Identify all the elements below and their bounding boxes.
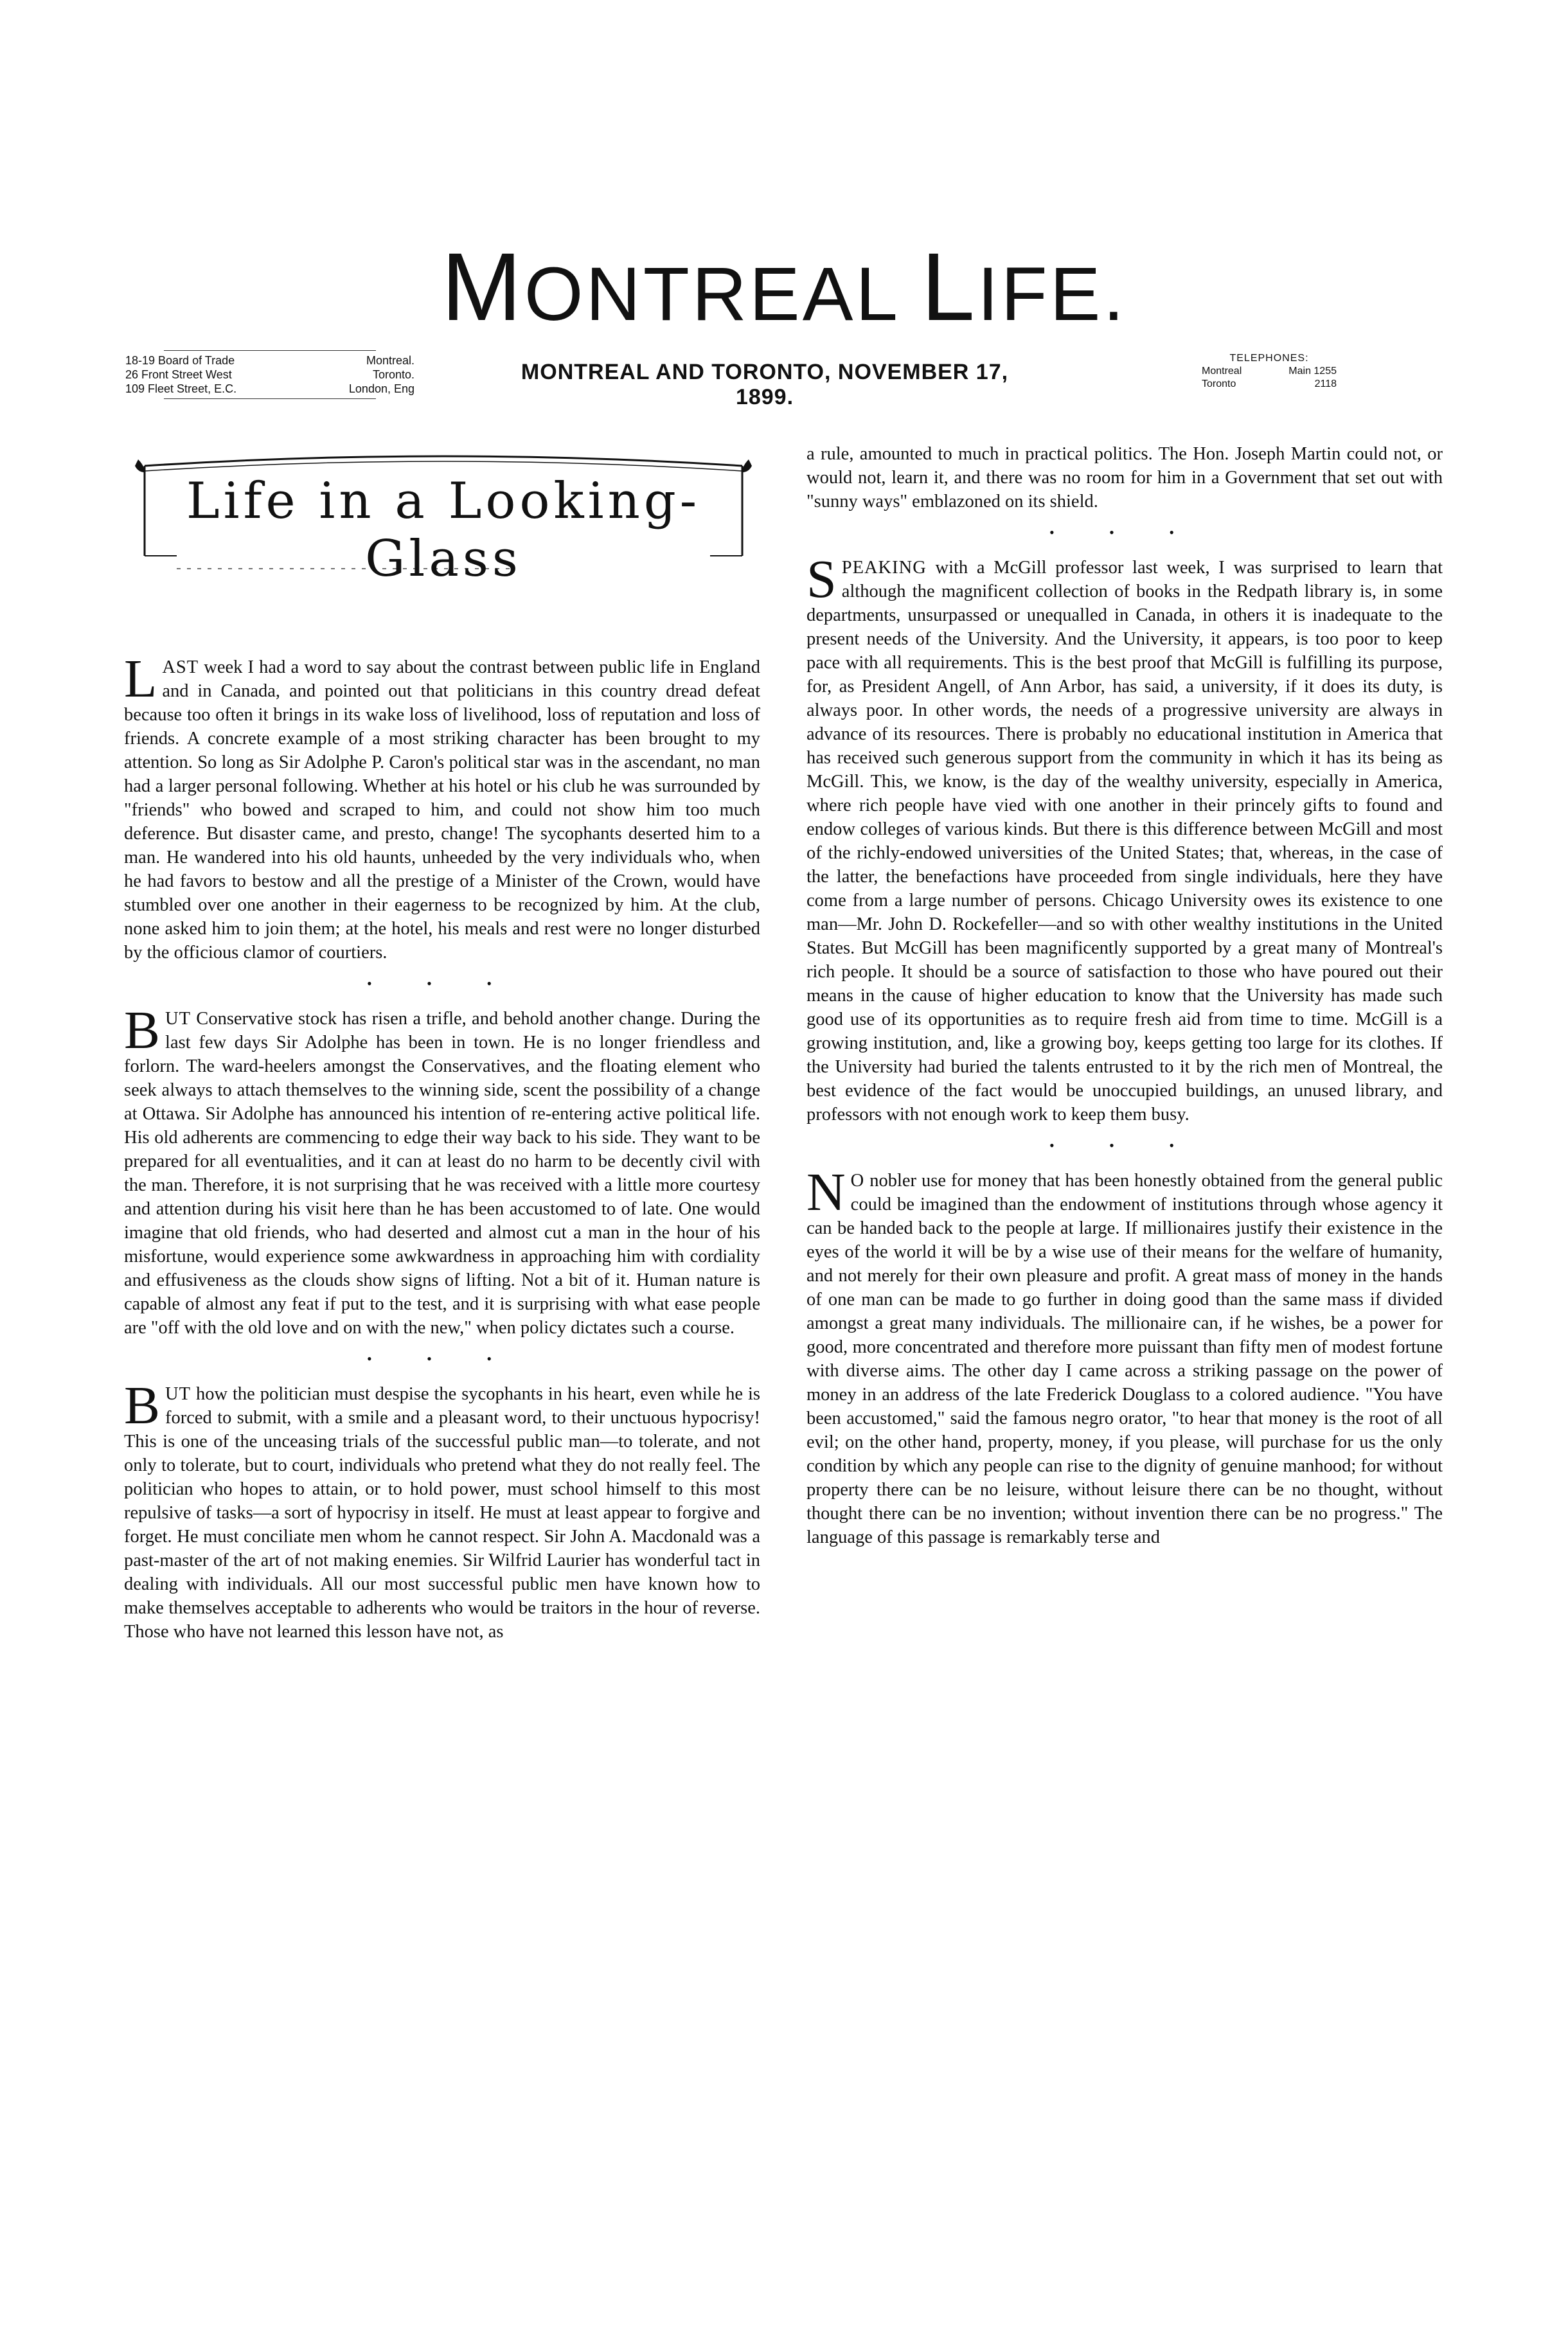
office-addresses [125, 350, 414, 402]
section-divider-dots: • • • [366, 1351, 518, 1367]
lead-word: O [850, 1171, 865, 1191]
banner-title: Life in a Looking-Glass [186, 472, 701, 588]
paragraph-text: nobler use for money that has been honestly obtained from the general public could be imagined than the endowment of institutions through whose agency it can be handed back to the people at large. If millionaires justify their existence in the eyes of the world it will be by a wise use of their means for the welfare of humanity, and not merely for their own pleasure and profit. A great mass of money in the hands of one man can be made to go further in doing good than the same mass if divided amongst a great many individuals. The millionaire can, if he wishes, be a power for good, more concentrated and therefore more puissant than fifty men of modest fortune with diverse aims. The other day I came across a striking passage on the power of money in an address of the late Frederick Douglass to a colored audience. "You have been accustomed," said the famous negro orator, "to hear that money is the root of all evil; on the other hand, property, money, if you please, will purchase for us the only condition by which any people can rise to the dignity of genuine manhood; for without property there can be no leisure, without leisure there can be no thought, without thought there can be no invention; without invention there can be no progress." The language of this passage is remarkably terse and [806, 1171, 1443, 1547]
drop-cap: B [124, 1000, 161, 1060]
office-row [125, 353, 414, 368]
office-row [125, 382, 414, 396]
masthead-word-two: IFE. [977, 252, 1127, 337]
telephone-row [1202, 378, 1337, 391]
telephone-listing [1202, 352, 1337, 391]
article-column-left [124, 649, 760, 1644]
article-paragraph [806, 549, 1443, 1126]
article-paragraph [124, 1000, 760, 1340]
masthead-title [0, 231, 1568, 342]
section-banner [125, 440, 762, 588]
drop-cap: B [124, 1376, 161, 1435]
office-address: 26 Front Street West [125, 368, 232, 381]
masthead-initial-l: L [921, 233, 977, 341]
lead-word: UT [165, 1009, 192, 1029]
office-city: Toronto. [372, 368, 414, 381]
article-column-right [806, 442, 1443, 1549]
office-city: London, Eng [348, 382, 414, 395]
lead-word: UT [165, 1384, 192, 1404]
drop-cap: L [124, 649, 157, 709]
office-address: 109 Fleet Street, E.C. [125, 382, 237, 395]
telephone-city: Montreal [1202, 366, 1242, 377]
lead-word: AST [162, 657, 199, 677]
dateline: MONTREAL AND TORONTO, NOVEMBER 17, 1899. [521, 360, 1009, 409]
telephone-number: Main 1255 [1288, 366, 1337, 377]
masthead-initial-m: M [441, 233, 524, 341]
article-paragraph [124, 1376, 760, 1644]
drop-cap: N [806, 1162, 846, 1222]
article-paragraph [806, 442, 1443, 513]
article-paragraph [806, 1162, 1443, 1549]
telephone-row [1202, 365, 1337, 378]
paragraph-text: with a McGill professor last week, I was surprised to learn that although the magnificent collection of books in the Redpath library is, in some departments, unsurpassed or unequalled in Canada, in others it is inadequate to the present needs of the University. And the University, it appears, is too poor to keep pace with all requirements. This is the best proof that McGill is fulfilling its purpose, for, as President Angell, of Ann Arbor, has said, a university, if it does its duty, is always poor. In other words, the needs of a progressive university are always in advance of its resources. There is probably no educational institution in America that has received such generous support from the community in which it has its being as McGill. This, we know, is the day of the wealthy university, especially in America, where rich people have vied with one another in their princely gifts to found and endow colleges of various kinds. But there is this difference between McGill and most of the richly-endowed universities of the United States; that, whereas, in the case of the latter, the benefactions have proceeded from single individuals, here they have come from a large number of persons. Chicago University owes its existence to one man—Mr. John D. Rockefeller—and so with other wealthy institutions in the United States. But McGill has been magnificently supported by a great many of Montreal's rich people. It should be a source of satisfaction to those who have poured out their means in the cause of higher education to know that the University has made such good use of its opportunities as to require fresh aid from time to time. McGill is a growing institution, and, like a growing boy, keeps getting too large for its clothes. If the University had buried the talents entrusted to it by the rich men of Montreal, the best evidence of the fact would be unoccupied buildings, an unused library, and professors with not enough work to keep them busy. [806, 558, 1443, 1124]
office-city: Montreal. [366, 354, 414, 367]
header-rule [164, 350, 376, 351]
paragraph-text: week I had a word to say about the contrast between public life in England and in Canada, and pointed out that politicians in this country dread defeat because too often it brings in its wake loss of livelihood, loss of reputation and loss of friends. A concrete example of a most striking character has been brought to my attention. So long as Sir Adolphe P. Caron's political star was in the ascendant, no man had a larger personal following. Whether at his hotel or his club he was surrounded by "friends" who bowed and scraped to him, and could not show him too much deference. But disaster came, and presto, change! The sycophants deserted him to a man. He wandered into his old haunts, unheeded by the very individuals who, when he had favors to bestow and all the prestige of a Minister of the Crown, would have stumbled over one another in their eagerness to be recognized by him. At the club, none asked him to join them; at the hotel, his meals and rest were no longer disturbed by the officious clamor of courtiers. [124, 657, 760, 963]
paragraph-text: Conservative stock has risen a trifle, and behold another change. During the last few days Sir Adolphe has been in town. He is no longer friendless and forlorn. The ward-heelers amongst the Conservatives, and the floating element who seek always to attach themselves to the winning side, scent the possibility of a change at Ottawa. Sir Adolphe has announced his intention of re-entering active political life. His old adherents are commencing to edge their way back to his side. They want to be prepared for all eventualities, and it can at least do no harm to be decently civil with the man. Therefore, it is not surprising that he was received with a little more courtesy and attention during his visit here than he has been accustomed to of late. One would imagine that old friends, who had deserted and almost cut a man in the hour of his misfortune, would experience some awkwardness in approaching him with cordiality and effusiveness as the clouds show signs of lifting. Not a bit of it. Human nature is capable of almost any feat if put to the test, and it is surprising with what ease people are "off with the old love and on with the new," when policy dictates such a course. [124, 1009, 760, 1338]
office-row [125, 368, 414, 382]
telephone-number: 2118 [1314, 378, 1337, 389]
header-rule [164, 398, 376, 399]
section-divider-dots: • • • [1049, 1137, 1200, 1153]
office-address: 18-19 Board of Trade [125, 354, 235, 367]
telephones-heading: TELEPHONES: [1229, 353, 1309, 364]
paragraph-text: how the politician must despise the sycophants in his heart, even while he is forced to submit, with a smile and a pleasant word, to their unctuous hypocrisy! This is one of the unceasing trials of the successful public man—to tolerate, and not only to tolerate, but to court, individuals who pretend what they do not really feel. The politician who hopes to attain, or to hold power, must school himself to this most repulsive of tasks—a sort of hypocrisy in itself. He must at least appear to forgive and forget. He must conciliate men whom he cannot respect. Sir John A. Macdonald was a past-master of the art of not making enemies. Sir Wilfrid Laurier has wonderful tact in dealing with individuals. All our most successful public men have known how to make themselves acceptable to adherents who would be traitors in the hour of reverse. Those who have not learned this lesson have not, as [124, 1384, 760, 1642]
section-divider-dots: • • • [1049, 524, 1200, 540]
paragraph-text: a rule, amounted to much in practical politics. The Hon. Joseph Martin could not, or would not, learn it, and there was no room for him in a Government that set out with "sunny ways" emblazoned on its shield. [806, 444, 1443, 511]
telephone-city: Toronto [1202, 378, 1236, 389]
section-divider-dots: • • • [366, 975, 518, 991]
drop-cap: S [806, 549, 837, 609]
lead-word: PEAKING [841, 558, 927, 578]
masthead-word-one: ONTREAL [524, 252, 898, 337]
article-paragraph [124, 649, 760, 964]
